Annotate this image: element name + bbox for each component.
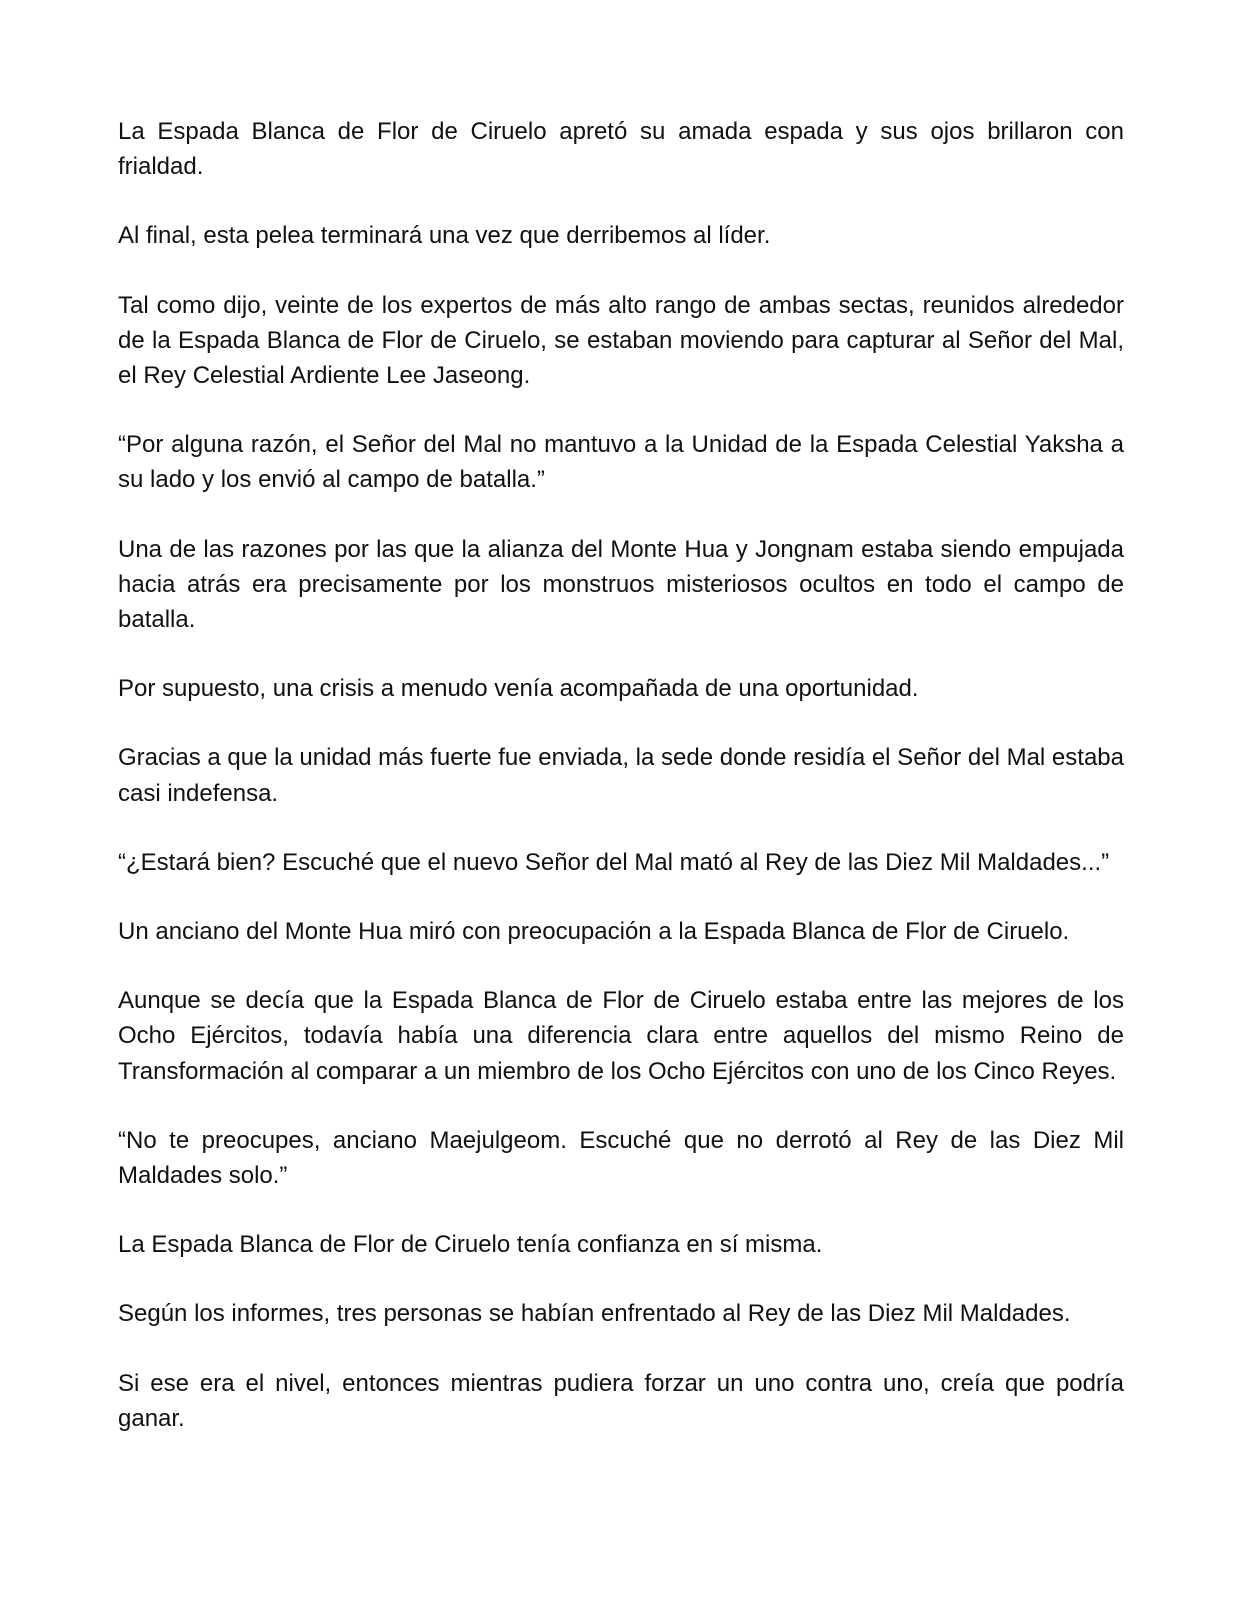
paragraph-6: Por supuesto, una crisis a menudo venía acompañada de una oportunidad. bbox=[118, 675, 919, 703]
paragraph-12: La Espada Blanca de Flor de Ciruelo tenía confianza en sí misma. bbox=[118, 1231, 823, 1259]
paragraph-8: “¿Estará bien? Escuché que el nuevo Señor del Mal mató al Rey de las Diez Mil Maldades...” bbox=[118, 848, 1110, 876]
paragraph-11: “No te preocupes, anciano Maejulgeom. Escuché que no derrotó al Rey de las Diez Mil Maldades solo.” bbox=[118, 1126, 1124, 1190]
paragraph-14: Si ese era el nivel, entonces mientras pudiera forzar un uno contra uno, creía que podría ganar. bbox=[118, 1369, 1124, 1432]
paragraph-5: Una de las razones por las que la alianza del Monte Hua y Jongnam estaba siendo empujada hacia atrás era precisamente por los monstruos misteriosos ocultos en todo el campo de batalla. bbox=[118, 535, 1124, 634]
paragraph-2: Al final, esta pelea terminará una vez que derribemos al líder. bbox=[118, 222, 771, 250]
document-page bbox=[118, 114, 1124, 1436]
paragraph-3: Tal como dijo, veinte de los expertos de más alto rango de ambas sectas, reunidos alrededor de la Espada Blanca de Flor de Ciruelo, se estaban moviendo para capturar al Señor del Mal, el Rey Celestial Ardiente Lee Jaseong. bbox=[118, 291, 1124, 390]
paragraph-4: “Por alguna razón, el Señor del Mal no mantuvo a la Unidad de la Espada Celestial Yaksha a su lado y los envió al campo de batalla.” bbox=[118, 431, 1124, 494]
paragraph-9: Un anciano del Monte Hua miró con preocupación a la Espada Blanca de Flor de Ciruelo. bbox=[118, 918, 1070, 946]
paragraph-1: La Espada Blanca de Flor de Ciruelo apretó su amada espada y sus ojos brillaron con frialdad. bbox=[118, 118, 1124, 181]
paragraph-10: Aunque se decía que la Espada Blanca de Flor de Ciruelo estaba entre las mejores de los Ocho Ejércitos, todavía había una diferencia clara entre aquellos del mismo Reino de Transformación al comparar a un miembro de los Ocho Ejércitos con uno de los Cinco Reyes. bbox=[118, 987, 1124, 1085]
paragraph-7: Gracias a que la unidad más fuerte fue enviada, la sede donde residía el Señor del Mal estaba casi indefensa. bbox=[118, 744, 1124, 807]
paragraph-13: Según los informes, tres personas se habían enfrentado al Rey de las Diez Mil Maldades. bbox=[118, 1300, 1071, 1328]
